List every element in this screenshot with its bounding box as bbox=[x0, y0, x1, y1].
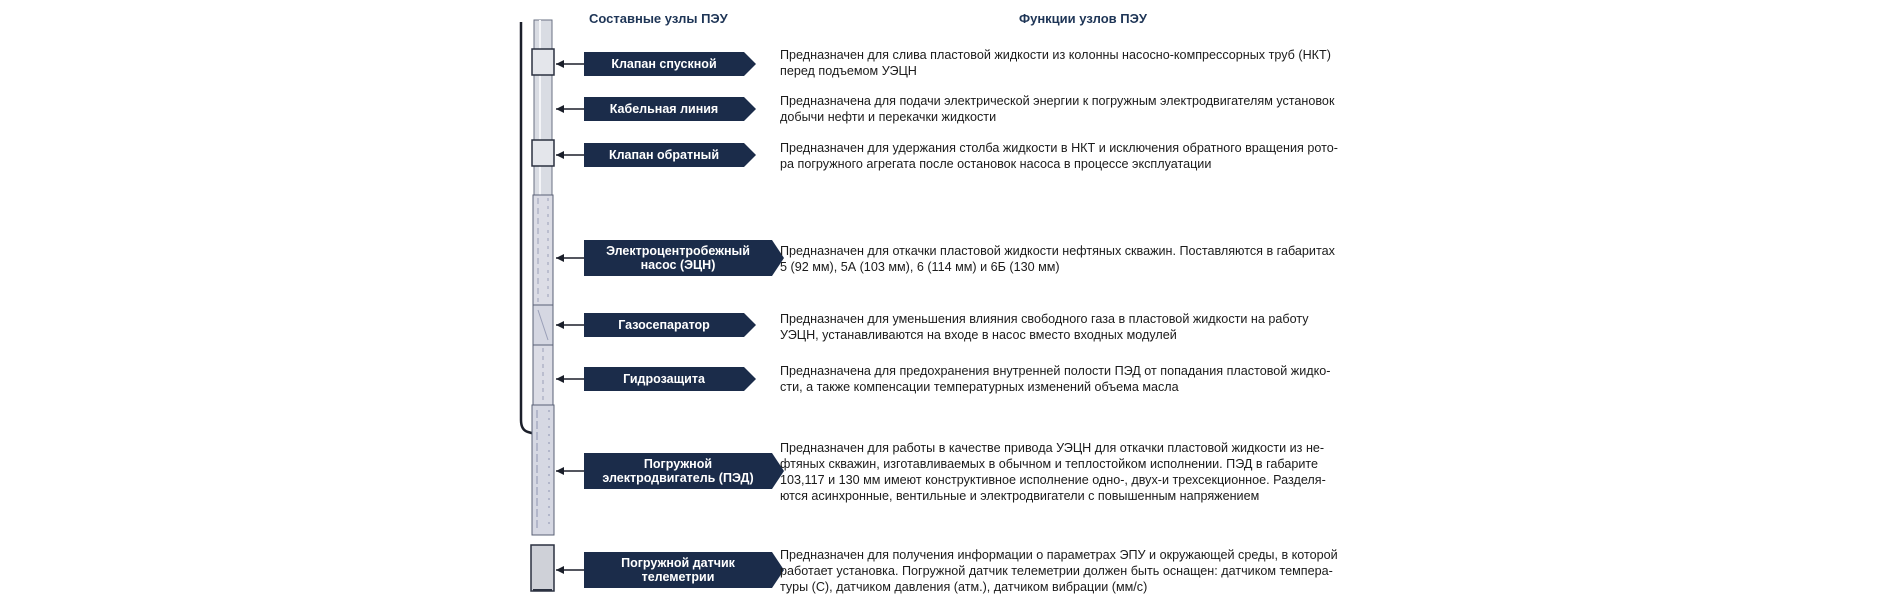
pump-part bbox=[533, 195, 553, 305]
component-description: Предназначен для откачки пластовой жидкости нефтяных скважин. Поставляются в габаритах 5 (92 мм), 5А (103 мм), 6 (114 мм) и 6Б (130 мм) bbox=[780, 244, 1335, 274]
tubing-pipe bbox=[534, 20, 552, 195]
arrow-head-icon bbox=[556, 105, 564, 113]
component-description: Предназначен для получения информации о параметрах ЭПУ и окружающей среды, в которой работает установка. Погружной датчик телеметрии должен быть оснащен: датчиком темпера- туры (С), датчиком давления (атм.), датчиком вибрации (мм/с) bbox=[780, 548, 1338, 594]
arrow-head-icon bbox=[556, 375, 564, 383]
component-label: Погружной электродвигатель (ПЭД) bbox=[602, 457, 754, 485]
component-description: Предназначен для работы в качестве привода УЭЦН для откачки пластовой жидкости из не- фтяных скважин, изготавливаемых в обычном и теплостойком исполнении. ПЭД в габарите 103,117 и 130 мм имеют конструктивное исполнение одно-, двух-и трехсекционное. Разделя- ются асинхронные, вентильные и электродвигатели с повышенным напряжением bbox=[780, 441, 1326, 503]
component-label: Клапан спускной bbox=[611, 57, 717, 71]
functions-header: Функции узлов ПЭУ bbox=[1019, 11, 1147, 26]
motor-part bbox=[532, 405, 554, 535]
arrow-head-icon bbox=[556, 254, 564, 262]
component-label: Электроцентробежный насос (ЭЦН) bbox=[606, 244, 750, 272]
arrow-head-icon bbox=[556, 151, 564, 159]
arrow-head-icon bbox=[556, 467, 564, 475]
component-description: Предназначен для уменьшения влияния свободного газа в пластовой жидкости на работу УЭЦН, устанавливаются на входе в насос вместо входных модулей bbox=[780, 312, 1309, 342]
arrow-head-icon bbox=[556, 60, 564, 68]
check-valve-part bbox=[532, 140, 554, 166]
component-label: Клапан обратный bbox=[608, 148, 720, 162]
component-description: Предназначен для удержания столба жидкости в НКТ и исключения обратного вращения рото- ра погружного агрегата после остановок насоса в процессе эксплуатации bbox=[780, 141, 1338, 171]
sensor-part bbox=[531, 545, 554, 591]
component-description: Предназначена для предохранения внутренней полости ПЭД от попадания пластовой жидко- сти, а также компенсации температурных изменений объема масла bbox=[780, 364, 1331, 394]
component-description: Предназначен для слива пластовой жидкости из колонны насосно-компрессорных труб (НКТ) перед подъемом УЭЦН bbox=[780, 48, 1331, 78]
components-header: Составные узлы ПЭУ bbox=[589, 11, 728, 26]
component-label: Гидрозащита bbox=[623, 372, 705, 386]
component-label: Кабельная линия bbox=[609, 102, 719, 116]
arrow-head-icon bbox=[556, 566, 564, 574]
component-label: Погружной датчик телеметрии bbox=[621, 556, 735, 584]
component-label: Газосепаратор bbox=[618, 318, 710, 332]
component-description: Предназначена для подачи электрической энергии к погружным электродвигателям установок добычи нефти и перекачки жидкости bbox=[780, 94, 1335, 124]
arrow-head-icon bbox=[556, 321, 564, 329]
drain-valve-part bbox=[532, 49, 554, 75]
